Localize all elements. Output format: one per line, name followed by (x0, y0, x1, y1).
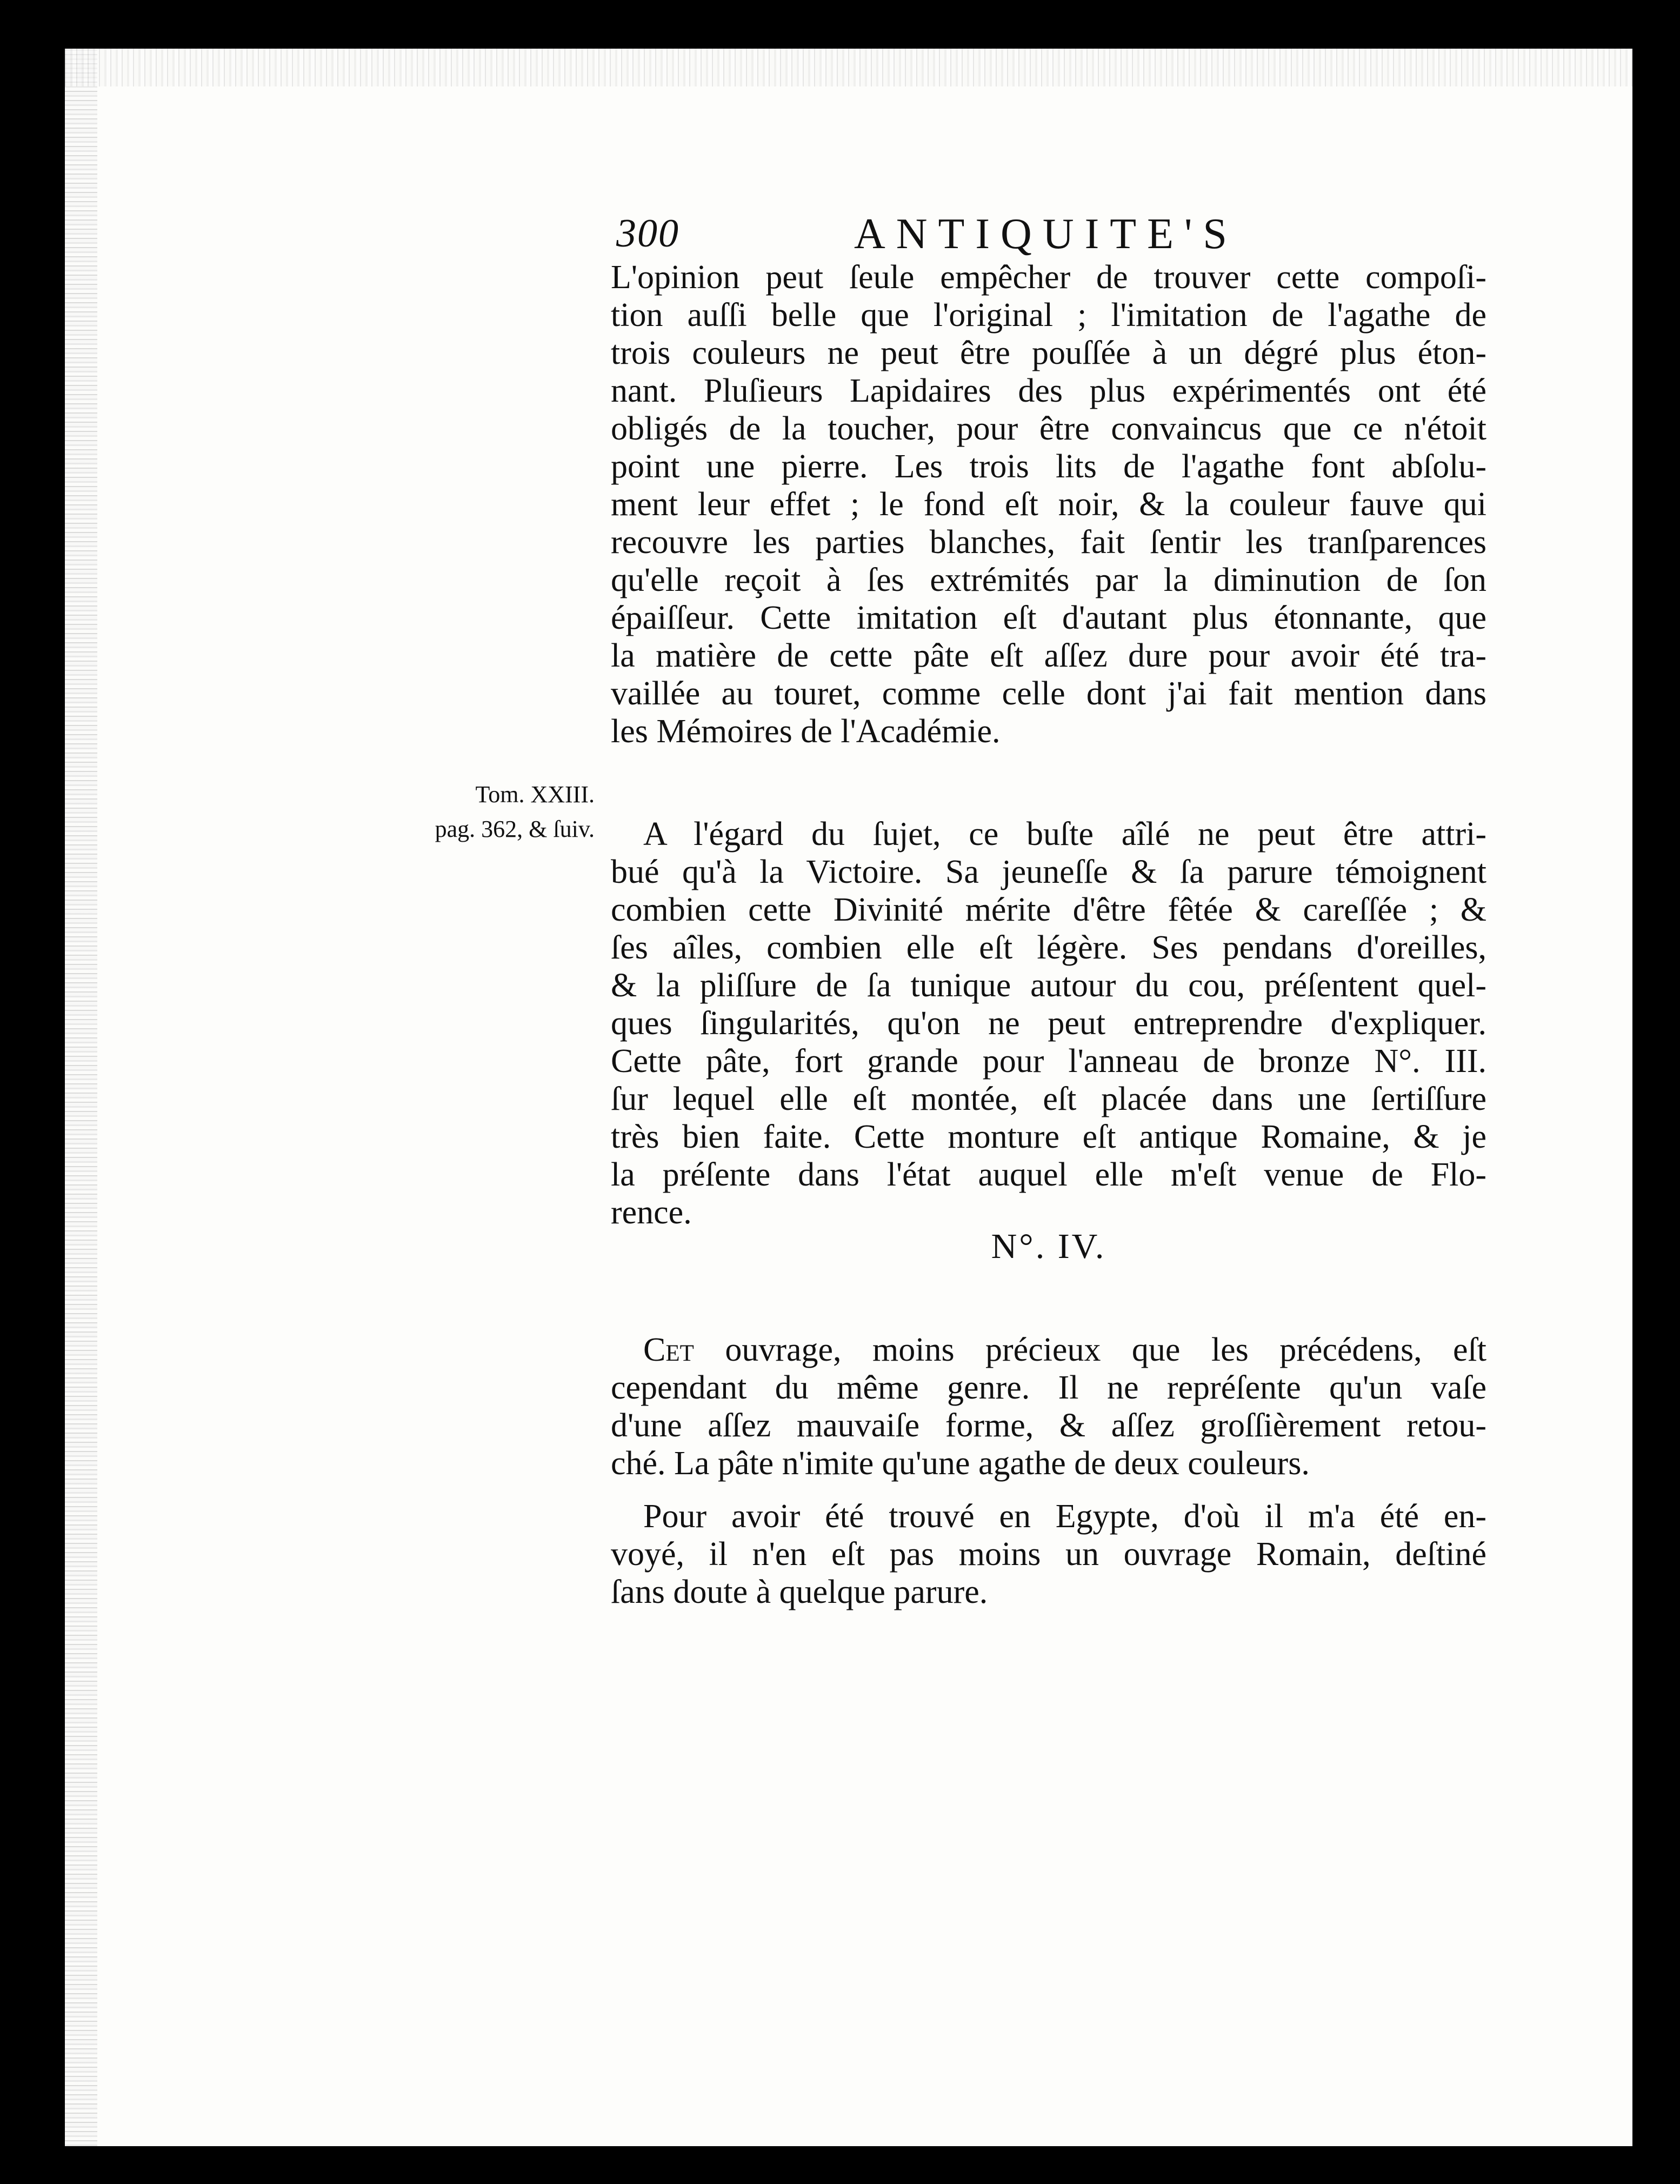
text-line: les Mémoires de l'Académie. (611, 713, 1001, 750)
text-line: Cette pâte, fort grande pour l'anneau de bronze N°. III. (611, 1043, 1486, 1080)
section-heading: N°. IV. (991, 1227, 1106, 1266)
text-line: bué qu'à la Victoire. Sa jeuneſſe & ſa parure témoignent (611, 854, 1486, 890)
paragraph-1 (611, 258, 1486, 750)
text-line: ſur lequel elle eſt montée, eſt placée dans une ſertiſſure (611, 1081, 1486, 1117)
book-page (65, 49, 1632, 2146)
text-line: combien cette Divinité mérite d'être fêtée & careſſée ; & (611, 891, 1486, 928)
text-line: A l'égard du ſujet, ce buſte aîlé ne peut être attri- (643, 816, 1486, 853)
margin-note (411, 777, 595, 847)
margin-note-line: pag. 362, & ſuiv. (435, 816, 595, 842)
running-head: ANTIQUITE'S (854, 210, 1238, 258)
text-line: point une pierre. Les trois lits de l'agathe font abſolu- (611, 448, 1486, 485)
text-line: Pour avoir été trouvé en Egypte, d'où il m'a été en- (643, 1498, 1486, 1535)
paragraph-2 (611, 815, 1486, 1231)
text-line: tion auſſi belle que l'original ; l'imitation de l'agathe de (611, 297, 1486, 334)
text-line: épaiſſeur. Cette imitation eſt d'autant plus étonnante, que (611, 600, 1486, 636)
text-line: ſes aîles, combien elle eſt légère. Ses pendans d'oreilles, (611, 929, 1486, 966)
text-line (611, 1331, 1486, 1369)
text-line: la préſente dans l'état auquel elle m'eſt venue de Flo- (611, 1156, 1486, 1193)
text-line: qu'elle reçoit à ſes extrémités par la diminution de ſon (611, 562, 1486, 598)
text-line: la matière de cette pâte eſt aſſez dure pour avoir été tra- (611, 637, 1486, 674)
text-line: L'opinion peut ſeule empêcher de trouver cette compoſi- (611, 259, 1486, 296)
text-line: ſans doute à quelque parure. (611, 1574, 988, 1610)
text-line: & la pliſſure de ſa tunique autour du cou, préſentent quel- (611, 967, 1486, 1004)
margin-note-line: Tom. XXIII. (475, 781, 595, 808)
text-line: d'une aſſez mauvaiſe forme, & aſſez groſſièrement retou- (611, 1407, 1486, 1444)
text-line: rence. (611, 1194, 692, 1231)
text-line: ment leur effet ; le fond eſt noir, & la couleur fauve qui (611, 486, 1486, 523)
text-line: recouvre les parties blanches, fait ſentir les tranſparences (611, 524, 1486, 561)
text-line: ché. La pâte n'imite qu'une agathe de deux couleurs. (611, 1445, 1310, 1482)
small-caps-lead: Cet (643, 1331, 694, 1368)
text-run: ouvrage, moins précieux que les précédens, eſt (694, 1331, 1486, 1368)
text-line: nant. Pluſieurs Lapidaires des plus expérimentés ont été (611, 372, 1486, 409)
text-line: trois couleurs ne peut être pouſſée à un dégré plus éton- (611, 335, 1486, 371)
text-line: ques ſingularités, qu'on ne peut entreprendre d'expliquer. (611, 1005, 1486, 1042)
page-number: 300 (616, 211, 679, 256)
paragraph-3 (611, 1331, 1486, 1482)
paragraph-4 (611, 1497, 1486, 1611)
text-line: obligés de la toucher, pour être convaincus que ce n'étoit (611, 410, 1486, 447)
text-line: très bien faite. Cette monture eſt antique Romaine, & je (611, 1118, 1486, 1155)
text-line: vaillée au touret, comme celle dont j'ai fait mention dans (611, 675, 1486, 712)
text-line: voyé, il n'en eſt pas moins un ouvrage Romain, deſtiné (611, 1536, 1486, 1573)
text-line: cependant du même genre. Il ne repréſente qu'un vaſe (611, 1369, 1486, 1406)
